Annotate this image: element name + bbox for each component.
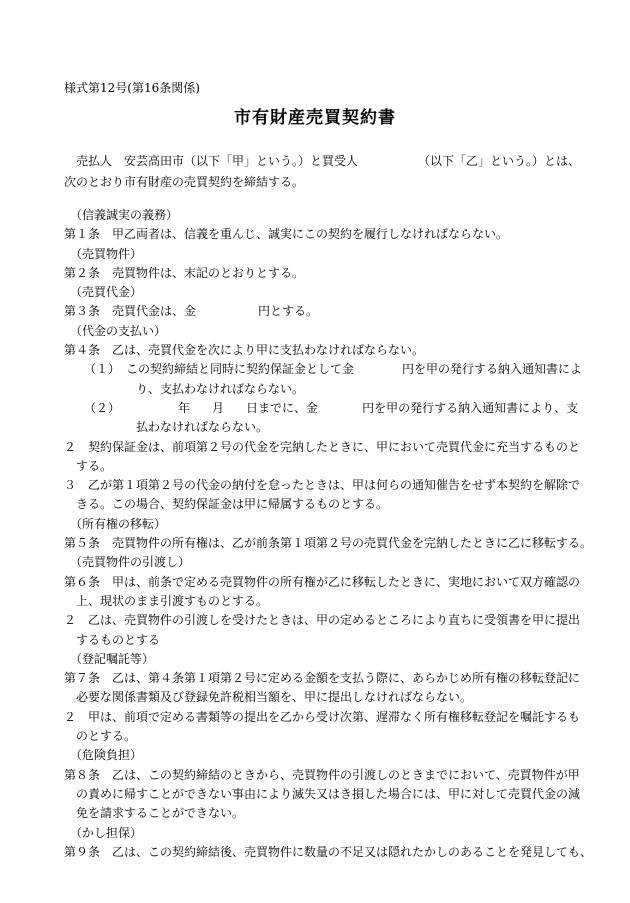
article-3 xyxy=(64,302,572,321)
article-5: 第５条 売買物件の所有権は、乙が前条第１項第２号の売買代金を完納したときに乙に移転する。 xyxy=(64,536,593,551)
item-2-year: 年 xyxy=(178,400,191,415)
article-4-para-2: ２ 契約保証金は、前項第２号の代金を完納したときに、甲において売買代金に充当するものと xyxy=(64,439,581,454)
article-6-cont: 上、現状のまま引渡すものとする。 xyxy=(76,593,269,608)
article-4-para-3-cont: きる。この場合、契約保証金は甲に帰属するものとする。 xyxy=(76,497,389,512)
article-caption: （かし担保） xyxy=(70,825,143,840)
article-7-cont: 必要な関係書類及び登録免許税相当額を、甲に提出しなければならない。 xyxy=(76,690,473,705)
article-4-item-1-cont: り、支払わなければならない。 xyxy=(136,381,305,396)
article-9: 第９条 乙は、この契約締結後、売買物件に数量の不足又は隠れたかしのあることを発見しても、 xyxy=(64,844,593,859)
article-6-para-2-cont: するものとする xyxy=(76,632,161,647)
article-caption: （売買物件の引渡し） xyxy=(70,555,191,570)
article-2: 第２条 売買物件は、末記のとおりとする。 xyxy=(64,265,305,280)
intro-paragraph xyxy=(64,151,581,193)
article-caption: （所有権の移転） xyxy=(70,516,167,531)
article-caption: （代金の支払い） xyxy=(70,323,167,338)
article-6: 第６条 甲は、前条で定める売買物件の所有権が乙に移転したときに、実地において双方確認の xyxy=(64,574,581,589)
intro-text-a: 売払人 安芸高田市（以下「甲」という。）と買受人 xyxy=(76,154,359,168)
intro-text-b: （以下「乙」という。）とは、 xyxy=(418,154,581,168)
article-6-para-2: ２ 乙は、売買物件の引渡しを受けたときは、甲の定めるところにより直ちに受領書を甲に提出 xyxy=(64,613,581,628)
article-7-para-2: ２ 甲は、前項で定める書類等の提出を乙から受け次第、遅滞なく所有権移転登記を嘱託するも xyxy=(64,709,581,724)
article-3-text-a: 第３条 売買代金は、金 xyxy=(64,304,197,319)
item-1-text-b: 円を甲の発行する納入通知書によ xyxy=(402,362,583,377)
article-caption: （信義誠実の義務） xyxy=(70,208,179,222)
article-caption: （売買物件） xyxy=(70,246,143,261)
article-4: 第４条 乙は、売買代金を次により甲に支払わなければならない。 xyxy=(64,343,425,358)
article-4-para-2-cont: する。 xyxy=(76,458,113,473)
article-8-cont: 免を請求することができない。 xyxy=(76,806,245,821)
article-8: 第８条 乙は、この契約締結のときから、売買物件の引渡しのときまでにおいて、売買物件が甲 xyxy=(64,767,580,782)
article-7-para-2-cont: のとする。 xyxy=(76,729,137,744)
document-title: 市有財産売買契約書 xyxy=(234,108,396,128)
article-caption: （売買代金） xyxy=(70,285,143,300)
item-2-label: （２） xyxy=(84,400,121,415)
intro-line: 次のとおり市有財産の売買契約を締結する。 xyxy=(64,175,305,189)
form-number: 様式第12号(第16条関係) xyxy=(64,81,200,95)
item-2-text-b: 円を甲の発行する納入通知書により、支 xyxy=(362,400,579,415)
item-2-month: 月 xyxy=(212,400,225,415)
article-4-item-2 xyxy=(64,399,579,418)
article-7: 第７条 乙は、第４条第１項第２号に定める金額を支払う際に、あらかじめ所有権の移転登記に xyxy=(64,671,581,686)
item-1-text-a: （１） この契約締結と同時に契約保証金として金 xyxy=(84,362,355,377)
article-4-item-2-cont: 払わなければならない。 xyxy=(136,420,269,435)
article-4-para-3: ３ 乙が第１項第２号の代金の納付を怠ったときは、甲は何らの通知催告をせず本契約を解除で xyxy=(64,478,581,493)
article-3-text-b: 円とする。 xyxy=(258,304,319,319)
article-1: 第１条 甲乙両者は、信義を重んじ、誠実にこの契約を履行しなければならない。 xyxy=(64,227,509,242)
article-caption: （登記嘱託等） xyxy=(70,651,155,666)
article-8-cont: の責めに帰すことができない事由により滅失又はき損した場合には、甲に対して売買代金の減 xyxy=(76,786,581,801)
article-4-item-1 xyxy=(64,360,583,379)
intro-line xyxy=(64,151,581,172)
item-2-day-text: 日までに、金 xyxy=(246,400,319,415)
contract-body xyxy=(64,206,593,862)
article-caption: （危険負担） xyxy=(70,748,143,763)
